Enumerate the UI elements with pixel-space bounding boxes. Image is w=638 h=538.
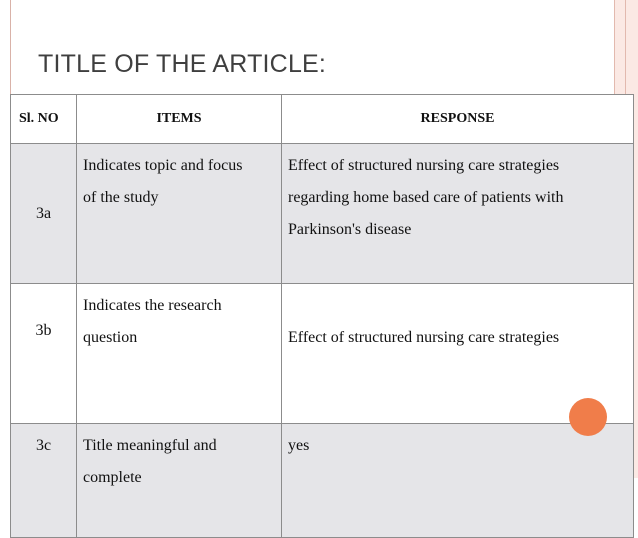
header-sl-no: Sl. NO [11, 95, 77, 144]
row-response-line: regarding home based care of patients with [288, 189, 564, 206]
table-row [11, 284, 634, 424]
row-response [282, 144, 634, 284]
evaluation-table [10, 94, 634, 538]
row-item-line: Indicates topic and focus [83, 157, 243, 174]
header-response: RESPONSE [282, 95, 634, 144]
row-item-line: of the study [83, 189, 159, 206]
row-response-line: Effect of structured nursing care strategies [288, 329, 560, 346]
row-sl-no: 3a [11, 144, 77, 284]
row-item [77, 424, 282, 538]
header-items: ITEMS [77, 95, 282, 144]
table-header-row [11, 95, 634, 144]
row-response-line: Effect of structured nursing care strategies [288, 157, 560, 174]
row-response-line: Parkinson's disease [288, 221, 412, 238]
row-item [77, 284, 282, 424]
table-row [11, 424, 634, 538]
row-item-line: Indicates the research [83, 297, 222, 314]
row-item-line: Title meaningful and [83, 437, 217, 454]
row-item [77, 144, 282, 284]
row-sl-no: 3b [11, 284, 77, 424]
row-sl-no: 3c [11, 424, 77, 538]
row-item-line: complete [83, 469, 142, 486]
row-response-line: yes [288, 437, 310, 454]
orange-accent-circle [569, 398, 607, 436]
table-row [11, 144, 634, 284]
slide-title: TITLE OF THE ARTICLE: [38, 50, 327, 78]
row-item-line: question [83, 329, 138, 346]
row-response [282, 424, 634, 538]
